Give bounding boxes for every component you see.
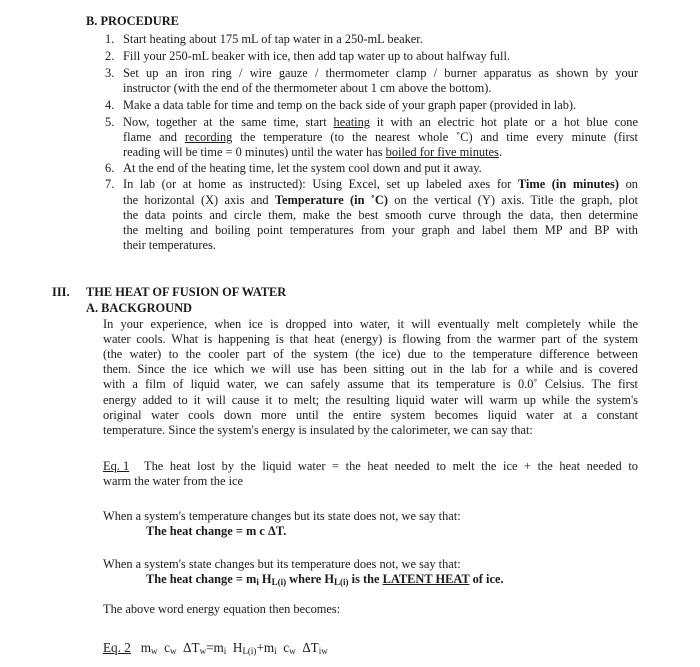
step-text: the melting and boiling point temperatures from your graph and label them MP and BP with [123, 223, 638, 237]
procedure-heading: B. PROCEDURE [86, 14, 179, 28]
paragraph-line: energy added to it will cause it to melt; the resulting liquid water will warm up while the system's [103, 393, 638, 407]
paragraph-line: them. Since the ice which we will use has been sitting out in the lab for a while and is covered [103, 362, 638, 376]
eq1-label: Eq. 1 [103, 459, 130, 473]
step-text: In lab (or at home as instructed): Using Excel, set up labeled axes for Time (in minutes) on [123, 177, 638, 191]
paragraph-line: temperature. Since the system's energy is insulated by the calorimeter, we can say that: [103, 423, 533, 437]
eq1-text: warm the water from the ice [103, 474, 244, 488]
step-text: Start heating about 175 mL of tap water in a 250-mL beaker. [123, 32, 423, 46]
state-change-intro: When a system's state changes but its temperature does not, we say that: [103, 557, 461, 571]
step-number: 1. [105, 32, 115, 46]
step-text: Make a data table for time and temp on the back side of your graph paper (provided in lab). [123, 98, 577, 112]
step-text: instructor (with the end of the thermometer about 1 cm above the bottom). [123, 81, 492, 95]
temp-change-intro: When a system's temperature changes but its state does not, we say that: [103, 509, 461, 523]
eq2-label: Eq. 2 [103, 640, 131, 655]
step-number: 3. [105, 66, 115, 80]
step-text: Now, together at the same time, start heating it with an electric hot plate or a hot blue cone [123, 115, 638, 129]
eq2: Eq. 2 mw cw ΔTw=mi HL(i)+mi cw ΔTiw [103, 640, 328, 656]
step-text: Fill your 250-mL beaker with ice, then add tap water up to about halfway full. [123, 49, 510, 63]
step-number: 4. [105, 98, 115, 112]
paragraph-line: original water cools down more until the entire system becomes liquid water at a constant [103, 408, 638, 422]
step-text: the horizontal (X) axis and Temperature (in ˚C) on the vertical (Y) axis. Title the graph, plot [123, 193, 638, 207]
state-change-formula: The heat change = $m_i$ $H_{L(i)}$ where $H_{L(i)}$ is the LATENT HEAT of ice. [146, 572, 504, 587]
step-number: 7. [105, 177, 115, 191]
step-text: At the end of the heating time, let the system cool down and put it away. [123, 161, 482, 175]
paragraph-line: (the water) to the cooler part of the system (the ice) due to the temperature difference between [103, 347, 638, 361]
eq1-text: The heat lost by the liquid water = the heat needed to melt the ice + the heat needed to [144, 459, 638, 473]
step-text: their temperatures. [123, 238, 216, 252]
step-number: 6. [105, 161, 115, 175]
section-title: THE HEAT OF FUSION OF WATER [86, 285, 287, 299]
section-numeral: III. [52, 285, 70, 299]
temp-change-formula: The heat change = m c ΔT. [146, 524, 287, 538]
paragraph-line: with a film of liquid water, we can safely assume that its temperature is 0.0˚ Celsius. The first [103, 377, 638, 391]
step-number: 5. [105, 115, 115, 129]
paragraph-line: In your experience, when ice is dropped into water, it will eventually melt completely while the [103, 317, 638, 331]
word-eq-intro: The above word energy equation then becomes: [103, 602, 341, 616]
background-heading: A. BACKGROUND [86, 301, 193, 315]
step-text: reading will be time = 0 minutes) until the water has boiled for five minutes. [123, 145, 502, 159]
step-text: flame and recording the temperature (to the nearest whole ˚C) and time every minute (first [123, 130, 638, 144]
step-text: the data points and circle them, make the best smooth curve through the data, then determine [123, 208, 638, 222]
step-text: Set up an iron ring / wire gauze / thermometer clamp / burner apparatus as shown by your [123, 66, 638, 80]
paragraph-line: water cools. What is happening is that heat (energy) is flowing from the warmer part of the system [103, 332, 638, 346]
step-number: 2. [105, 49, 115, 63]
